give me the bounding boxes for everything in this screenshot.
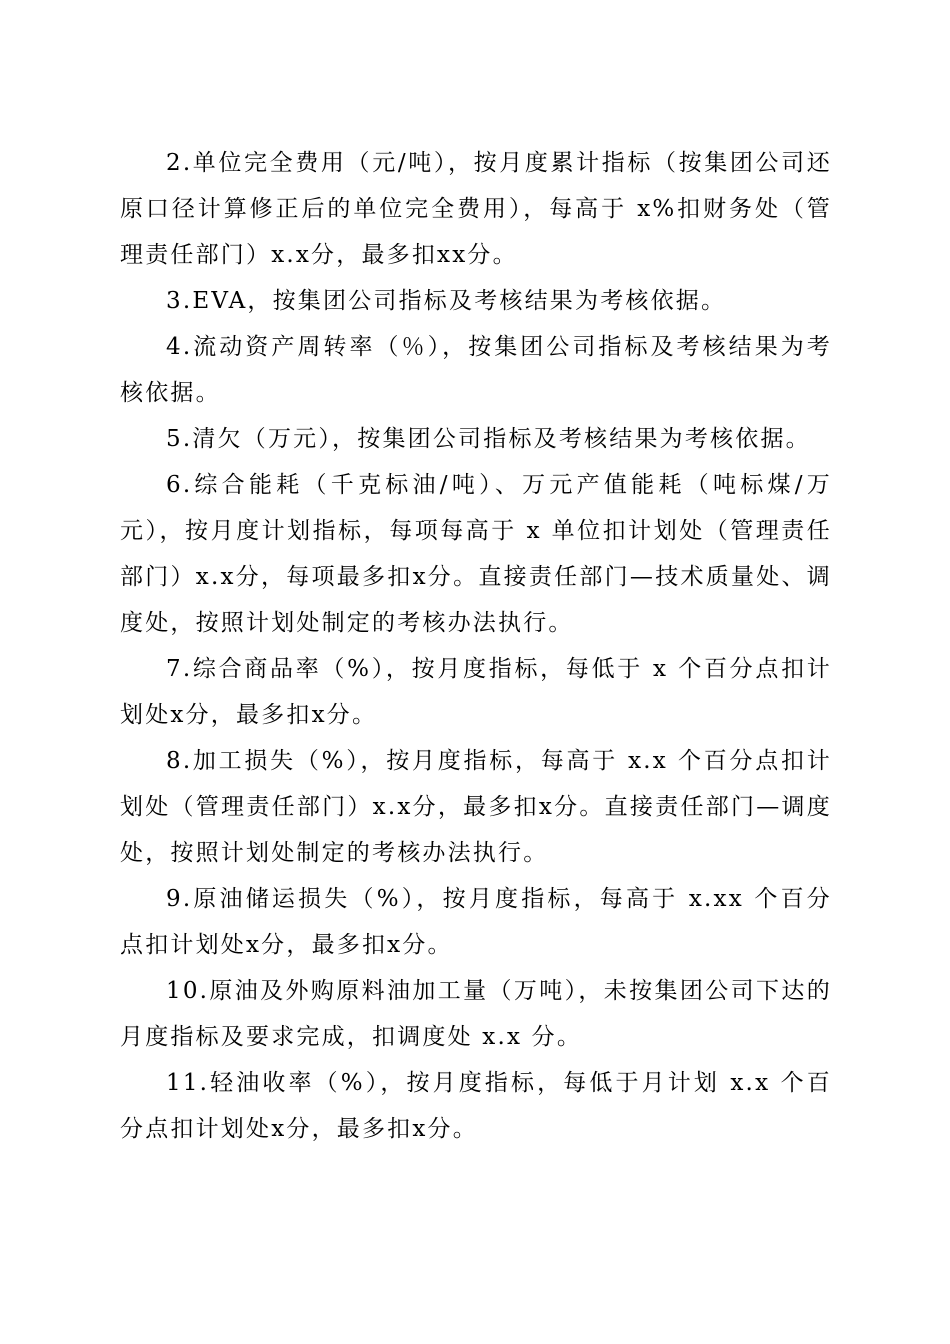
paragraph-item-4: 4.流动资产周转率（％），按集团公司指标及考核结果为考核依据。 <box>120 334 832 406</box>
paragraph-item-11: 11.轻油收率（%），按月度指标，每低于月计划 x.x 个百分点扣计划处x分，最多扣x分。 <box>120 1070 832 1142</box>
paragraph-item-6: 6.综合能耗（千克标油/吨）、万元产值能耗（吨标煤/万元），按月度计划指标，每项每高于 x 单位扣计划处（管理责任部门）x.x分，每项最多扣x分。直接责任部门—技术质量处、调度处，按照计划处制定的考核办法执行。 <box>120 472 832 636</box>
paragraph-item-5: 5.清欠（万元），按集团公司指标及考核结果为考核依据。 <box>166 426 811 452</box>
paragraph-item-2: 2.单位完全费用（元/吨），按月度累计指标（按集团公司还原口径计算修正后的单位完全费用），每高于 x%扣财务处（管理责任部门）x.x分，最多扣xx分。 <box>120 150 832 268</box>
paragraph-item-10: 10.原油及外购原料油加工量（万吨），未按集团公司下达的月度指标及要求完成，扣调度处 x.x 分。 <box>120 978 832 1050</box>
paragraph-item-8: 8.加工损失（%），按月度指标，每高于 x.x 个百分点扣计划处（管理责任部门）x.x分，最多扣x分。直接责任部门—调度处，按照计划处制定的考核办法执行。 <box>120 748 832 866</box>
document-body <box>120 140 832 1152</box>
paragraph-item-3: 3.EVA，按集团公司指标及考核结果为考核依据。 <box>166 288 727 314</box>
paragraph-item-7: 7.综合商品率（%），按月度指标，每低于 x 个百分点扣计划处x分，最多扣x分。 <box>120 656 832 728</box>
paragraph-item-9: 9.原油储运损失（%），按月度指标，每高于 x.xx 个百分点扣计划处x分，最多扣x分。 <box>120 886 832 958</box>
